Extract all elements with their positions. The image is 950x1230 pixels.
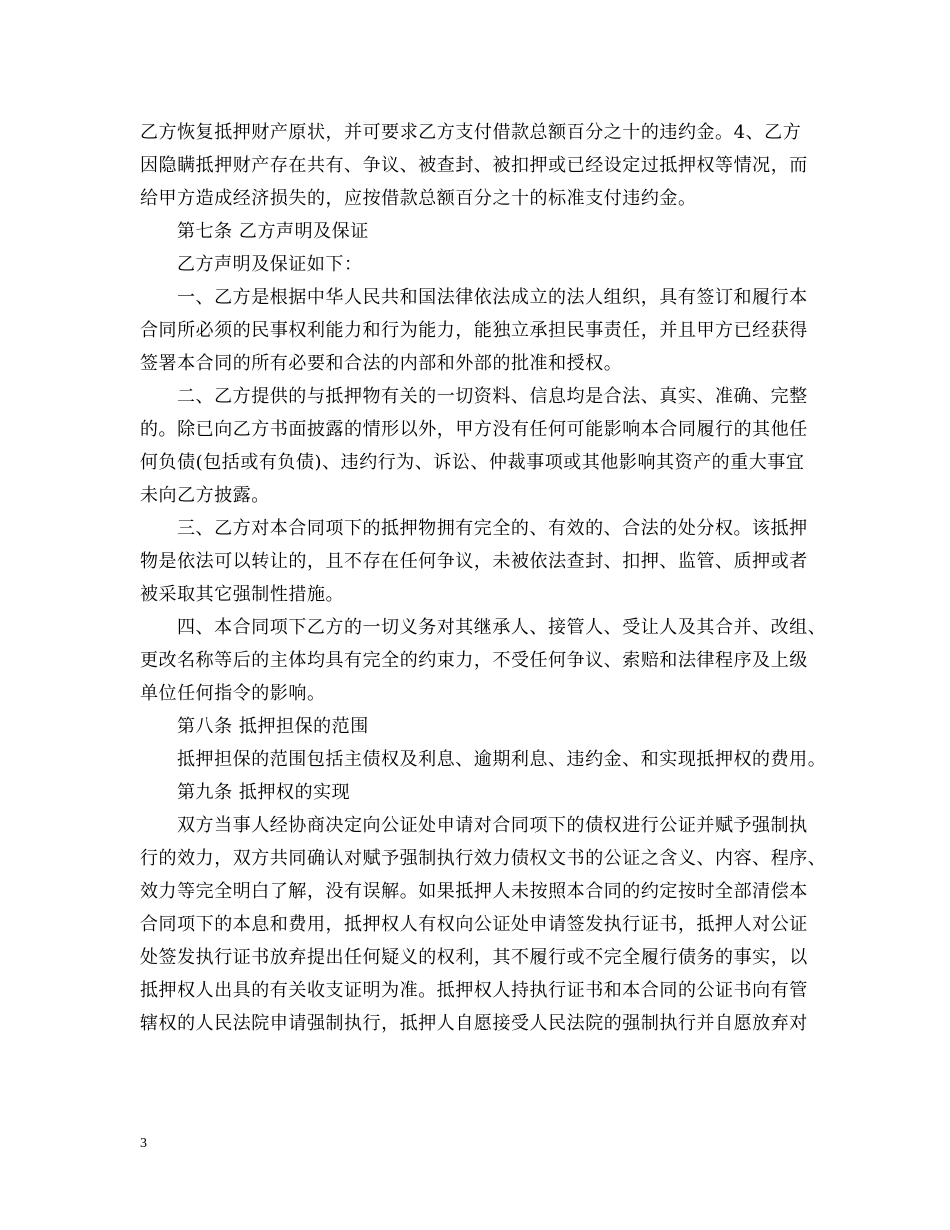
text-line: 一、乙方是根据中华人民共和国法律依法成立的法人组织，具有签订和履行本 <box>177 287 808 308</box>
text-line: 更改名称等后的主体均具有完全的约束力，不受任何争议、索赔和法律程序及上级 <box>140 650 808 671</box>
text-line: 签署本合同的所有必要和合法的内部和外部的批准和授权。 <box>140 353 623 374</box>
document-body <box>140 116 827 1040</box>
text-line: 乙方恢复抵押财产原状，并可要求乙方支付借款总额百分之十的违约金。4、乙方 <box>140 122 802 143</box>
text-line: 二、乙方提供的与抵押物有关的一切资料、信息均是合法、真实、准确、完整 <box>177 386 808 407</box>
text-line: 因隐瞒抵押财产存在共有、争议、被查封、被扣押或已经设定过抵押权等情况，而 <box>140 155 808 176</box>
text-line: 处签发执行证书放弃提出任何疑义的权利，其不履行或不完全履行债务的事实，以 <box>140 947 808 968</box>
page-number: 3 <box>140 1136 147 1151</box>
text-line: 第九条 抵押权的实现 <box>177 782 351 803</box>
text-line: 效力等完全明白了解，没有误解。如果抵押人未按照本合同的约定按时全部清偿本 <box>140 881 808 902</box>
text-line: 第七条 乙方声明及保证 <box>177 221 369 242</box>
text-line: 辖权的人民法院申请强制执行，抵押人自愿接受人民法院的强制执行并自愿放弃对 <box>140 1013 808 1034</box>
text-line: 四、本合同项下乙方的一切义务对其继承人、接管人、受让人及其合并、改组、 <box>177 617 827 638</box>
text-line: 给甲方造成经济损失的，应按借款总额百分之十的标准支付违约金。 <box>140 188 697 209</box>
text-line: 合同项下的本息和费用，抵押权人有权向公证处申请签发执行证书，抵押人对公证 <box>140 914 808 935</box>
text-line: 未向乙方披露。 <box>140 485 270 506</box>
text-line: 单位任何指令的影响。 <box>140 683 326 704</box>
text-line: 的。除已向乙方书面披露的情形以外，甲方没有任何可能影响本合同履行的其他任 <box>140 419 808 440</box>
text-line: 行的效力，双方共同确认对赋予强制执行效力债权文书的公证之含义、内容、程序、 <box>140 848 827 869</box>
text-line: 乙方声明及保证如下： <box>177 254 363 275</box>
text-line: 物是依法可以转让的，且不存在任何争议，未被依法查封、扣押、监管、质押或者 <box>140 551 808 572</box>
text-line: 抵押担保的范围包括主债权及利息、逾期利息、违约金、和实现抵押权的费用。 <box>177 749 827 770</box>
text-line: 被采取其它强制性措施。 <box>140 584 345 605</box>
text-line: 何负债(包括或有负债)、违约行为、诉讼、仲裁事项或其他影响其资产的重大事宜 <box>140 452 805 473</box>
text-line: 抵押权人出具的有关收支证明为准。抵押权人持执行证书和本合同的公证书向有管 <box>140 980 808 1001</box>
text-line: 双方当事人经协商决定向公证处申请对合同项下的债权进行公证并赋予强制执 <box>177 815 808 836</box>
text-line: 合同所必须的民事权利能力和行为能力，能独立承担民事责任，并且甲方已经获得 <box>140 320 808 341</box>
text-line: 第八条 抵押担保的范围 <box>177 716 369 737</box>
text-line: 三、乙方对本合同项下的抵押物拥有完全的、有效的、合法的处分权。该抵押 <box>177 518 808 539</box>
